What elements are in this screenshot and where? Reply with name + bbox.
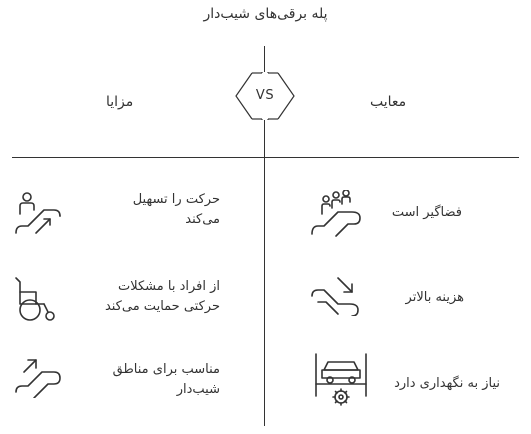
- cons-item-2-text: هزینه بالاتر: [405, 290, 464, 305]
- maintenance-lift-icon: [312, 352, 370, 412]
- vertical-divider-top: [264, 46, 265, 72]
- horizontal-divider: [12, 157, 519, 158]
- cons-heading: معایب: [370, 94, 407, 110]
- diagram-title: پله برقی‌های شیب‌دار: [203, 6, 328, 22]
- cons-item-1-text: فضاگیر است: [391, 205, 462, 220]
- vs-label: VS: [255, 88, 275, 103]
- pros-heading: مزایا: [106, 94, 134, 110]
- cons-item-3-text: نیاز به نگهداری دارد: [394, 376, 500, 391]
- escalator-down-arrow-icon: [308, 276, 366, 316]
- wheelchair-icon: [14, 276, 58, 322]
- escalator-up-arrow-icon: [14, 358, 66, 398]
- crowded-escalator-icon: [308, 190, 368, 238]
- escalator-up-person-icon: [14, 192, 66, 236]
- pros-item-1-text: حرکت را تسهیل می‌کند: [132, 192, 220, 227]
- pros-item-2-text: از افراد با مشکلات حرکتی حمایت می‌کند: [104, 279, 220, 314]
- vertical-divider-bottom: [264, 120, 265, 426]
- pros-item-3-text: مناسب برای مناطق شیب‌دار: [112, 362, 220, 397]
